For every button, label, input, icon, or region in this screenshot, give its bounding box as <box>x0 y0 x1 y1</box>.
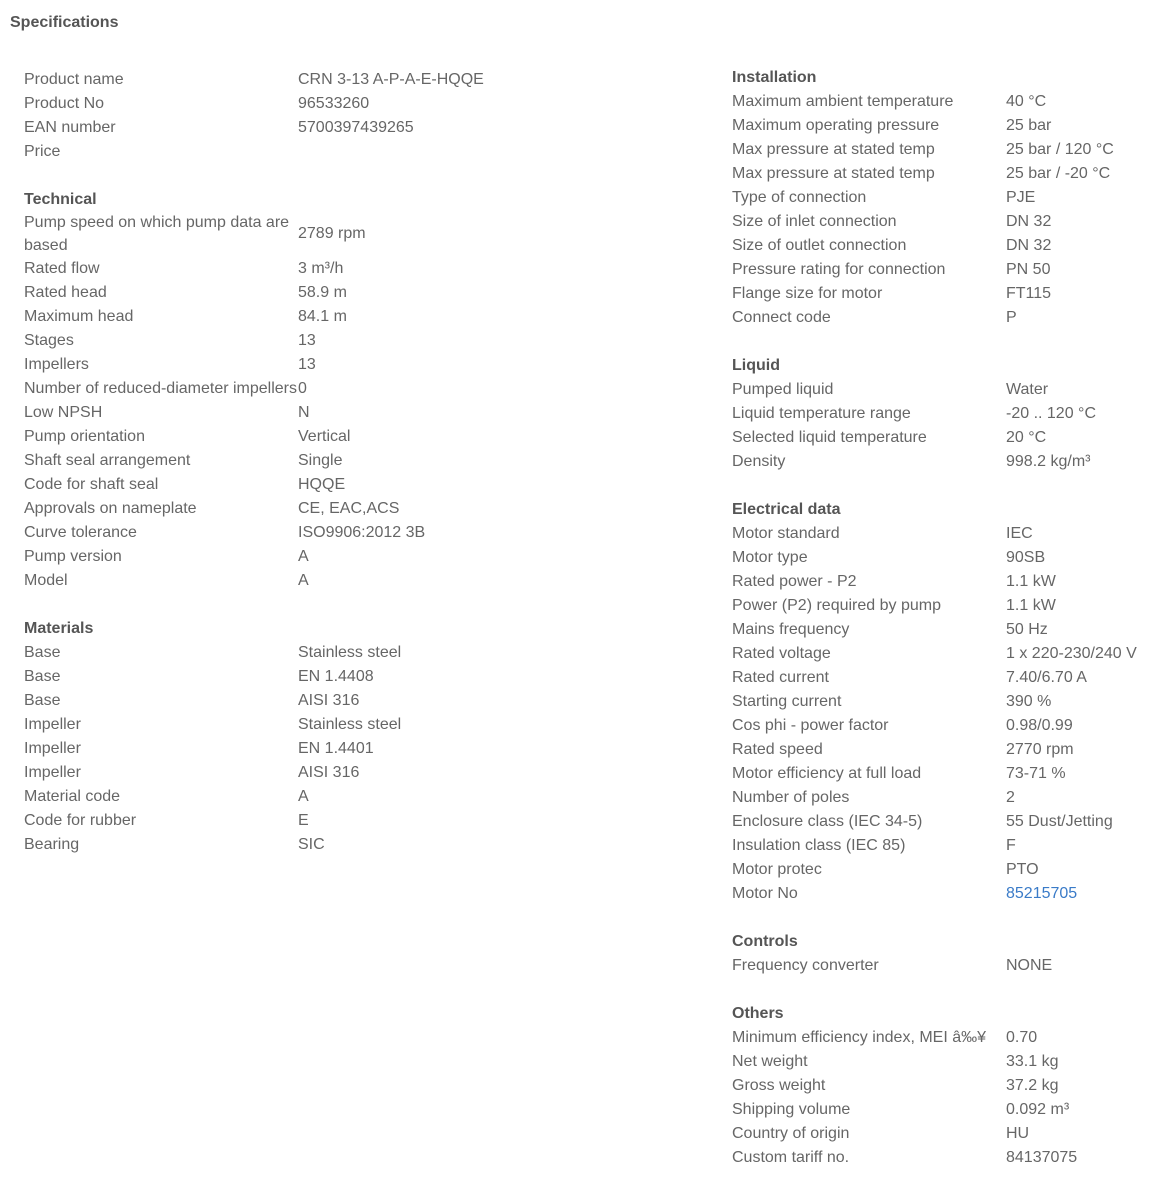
spec-label: Base <box>24 643 61 661</box>
spec-row <box>24 329 444 353</box>
spec-label: Pump speed on which pump data are based <box>24 214 290 254</box>
spec-row <box>732 90 1152 114</box>
spec-row <box>732 378 1152 402</box>
spec-value: 25 bar <box>1006 116 1052 134</box>
section-title: Materials <box>24 620 94 637</box>
spec-value: 390 % <box>1006 692 1052 710</box>
spec-row <box>24 689 444 713</box>
spec-value: 1.1 kW <box>1006 596 1056 614</box>
spec-label: Material code <box>24 787 121 805</box>
spec-label: Product No <box>24 94 105 112</box>
spec-label: Power (P2) required by pump <box>732 596 941 614</box>
spec-label: Curve tolerance <box>24 523 137 541</box>
spec-label: Pump version <box>24 547 122 565</box>
spec-row <box>732 666 1152 690</box>
spec-row <box>24 641 444 665</box>
spec-value: DN 32 <box>1006 236 1052 254</box>
spec-row <box>732 234 1152 258</box>
spec-section-general <box>24 66 484 164</box>
spec-row <box>24 473 444 497</box>
spec-row <box>24 68 484 92</box>
spec-row <box>24 377 444 401</box>
spec-label: Rated speed <box>732 740 823 758</box>
spec-value: 25 bar / 120 °C <box>1006 140 1114 158</box>
spec-row <box>732 306 1152 330</box>
spec-value: 37.2 kg <box>1006 1076 1059 1094</box>
spec-row <box>24 401 444 425</box>
spec-label: Insulation class (IEC 85) <box>732 836 906 854</box>
spec-row <box>732 114 1152 138</box>
spec-value: IEC <box>1006 524 1033 542</box>
spec-label: Motor type <box>732 548 808 566</box>
spec-value: 25 bar / -20 °C <box>1006 164 1111 182</box>
spec-label: Pump orientation <box>24 427 145 445</box>
spec-value: Stainless steel <box>298 715 402 733</box>
spec-section-controls <box>732 930 1152 978</box>
spec-value: 90SB <box>1006 548 1046 566</box>
spec-value: HU <box>1006 1124 1030 1142</box>
spec-label: Motor standard <box>732 524 840 542</box>
spec-label: Product name <box>24 70 124 88</box>
section-title: Others <box>732 1005 784 1022</box>
spec-label: Bearing <box>24 835 80 853</box>
spec-label: Motor No <box>732 884 798 902</box>
spec-row <box>24 785 444 809</box>
section-title: Liquid <box>732 357 780 374</box>
spec-row <box>732 162 1152 186</box>
spec-label: Base <box>24 691 61 709</box>
left-spec-column <box>24 66 484 881</box>
spec-value: 84.1 m <box>298 307 347 325</box>
spec-row <box>24 713 444 737</box>
spec-value: 0.98/0.99 <box>1006 716 1073 734</box>
spec-label: Stages <box>24 331 74 349</box>
spec-value: CRN 3-13 A-P-A-E-HQQE <box>298 70 484 88</box>
spec-row <box>24 569 444 593</box>
spec-value: 40 °C <box>1006 92 1047 110</box>
spec-row <box>24 665 444 689</box>
spec-row <box>732 258 1152 282</box>
spec-label: Rated flow <box>24 259 100 277</box>
spec-value: EN 1.4408 <box>298 667 374 685</box>
spec-row <box>732 786 1152 810</box>
spec-label: Country of origin <box>732 1124 850 1142</box>
spec-label: Impeller <box>24 739 81 757</box>
spec-value: 7.40/6.70 A <box>1006 668 1087 686</box>
spec-label: Minimum efficiency index, MEI â‰¥ <box>732 1028 987 1046</box>
spec-label: Maximum head <box>24 307 134 325</box>
spec-row <box>24 833 444 857</box>
spec-row <box>732 762 1152 786</box>
spec-label: Starting current <box>732 692 842 710</box>
spec-row <box>24 425 444 449</box>
spec-value: PJE <box>1006 188 1036 206</box>
spec-value: 0.70 <box>1006 1028 1038 1046</box>
spec-value: 84137075 <box>1006 1148 1078 1166</box>
spec-value: 2770 rpm <box>1006 740 1074 758</box>
spec-value: 55 Dust/Jetting <box>1006 812 1113 830</box>
spec-value: A <box>298 547 309 565</box>
spec-row <box>24 353 444 377</box>
spec-row <box>24 140 444 164</box>
spec-value: 2789 rpm <box>298 225 366 243</box>
spec-row <box>732 138 1152 162</box>
spec-value: 1.1 kW <box>1006 572 1056 590</box>
spec-row <box>732 186 1152 210</box>
spec-label: Size of inlet connection <box>732 212 897 230</box>
spec-row <box>24 497 444 521</box>
spec-value: 13 <box>298 355 316 373</box>
right-spec-column <box>732 66 1152 1194</box>
spec-value: CE, EAC,ACS <box>298 499 400 517</box>
spec-value: 96533260 <box>298 94 370 112</box>
spec-value: F <box>1006 836 1016 854</box>
spec-row <box>732 834 1152 858</box>
spec-label: Liquid temperature range <box>732 404 911 422</box>
spec-row <box>732 1074 1152 1098</box>
spec-value: FT115 <box>1006 284 1052 302</box>
spec-row <box>732 642 1152 666</box>
spec-row <box>732 858 1152 882</box>
spec-row <box>732 282 1152 306</box>
spec-value: ISO9906:2012 3B <box>298 523 426 541</box>
spec-row <box>24 737 444 761</box>
spec-row <box>732 954 1152 978</box>
spec-value: 73-71 % <box>1006 764 1066 782</box>
spec-value: 3 m³/h <box>298 259 344 277</box>
spec-label: Maximum ambient temperature <box>732 92 954 110</box>
spec-row <box>732 690 1152 714</box>
spec-row <box>732 618 1152 642</box>
section-title: Technical <box>24 191 97 208</box>
spec-label: Motor protec <box>732 860 822 878</box>
spec-value: -20 .. 120 °C <box>1006 404 1096 422</box>
spec-value: AISI 316 <box>298 691 360 709</box>
spec-row <box>24 761 444 785</box>
spec-row <box>732 882 1152 906</box>
spec-label: Shaft seal arrangement <box>24 451 191 469</box>
spec-label: Connect code <box>732 308 831 326</box>
spec-label: Type of connection <box>732 188 867 206</box>
spec-value: 2 <box>1006 788 1015 806</box>
spec-label: Rated head <box>24 283 107 301</box>
spec-value: 13 <box>298 331 316 349</box>
spec-label: Low NPSH <box>24 403 103 421</box>
spec-value: P <box>1006 308 1017 326</box>
spec-row <box>732 738 1152 762</box>
spec-row <box>24 545 444 569</box>
spec-value: 33.1 kg <box>1006 1052 1059 1070</box>
spec-label: Impeller <box>24 763 81 781</box>
spec-label: Number of reduced-diameter impellers <box>24 379 297 397</box>
spec-label: Max pressure at stated temp <box>732 140 935 158</box>
spec-row <box>24 449 444 473</box>
spec-value: Stainless steel <box>298 643 402 661</box>
spec-label: Maximum operating pressure <box>732 116 940 134</box>
spec-value: 0.092 m³ <box>1006 1100 1070 1118</box>
spec-value: Single <box>298 451 343 469</box>
spec-label: Shipping volume <box>732 1100 851 1118</box>
spec-label: Approvals on nameplate <box>24 499 197 517</box>
spec-row <box>732 570 1152 594</box>
spec-label: Cos phi - power factor <box>732 716 889 734</box>
spec-label: Density <box>732 452 786 470</box>
spec-row <box>24 305 444 329</box>
spec-row <box>732 426 1152 450</box>
spec-label: Size of outlet connection <box>732 236 907 254</box>
spec-label: Impeller <box>24 715 81 733</box>
spec-value: 998.2 kg/m³ <box>1006 452 1091 470</box>
spec-value: 50 Hz <box>1006 620 1048 638</box>
spec-label: Frequency converter <box>732 956 879 974</box>
spec-row <box>732 546 1152 570</box>
spec-value: 0 <box>298 379 307 397</box>
spec-row <box>732 1026 1152 1050</box>
spec-label: Rated current <box>732 668 829 686</box>
spec-label: Number of poles <box>732 788 850 806</box>
section-title: Controls <box>732 933 798 950</box>
spec-row <box>24 116 444 140</box>
spec-value: 1 x 220-230/240 V <box>1006 644 1137 662</box>
spec-row <box>24 521 444 545</box>
spec-label: Flange size for motor <box>732 284 883 302</box>
spec-label: Rated voltage <box>732 644 831 662</box>
spec-value: 20 °C <box>1006 428 1047 446</box>
spec-value: Vertical <box>298 427 351 445</box>
spec-row <box>732 594 1152 618</box>
spec-row <box>732 450 1152 474</box>
spec-label: Base <box>24 667 61 685</box>
spec-value: AISI 316 <box>298 763 360 781</box>
spec-value: SIC <box>298 835 325 853</box>
spec-value: A <box>298 787 309 805</box>
spec-value: DN 32 <box>1006 212 1052 230</box>
spec-label: Selected liquid temperature <box>732 428 927 446</box>
page-title: Specifications <box>10 14 119 31</box>
spec-row <box>24 281 444 305</box>
spec-value: 58.9 m <box>298 283 347 301</box>
spec-label: Mains frequency <box>732 620 850 638</box>
spec-row <box>732 810 1152 834</box>
motor-no-link[interactable]: 85215705 <box>1006 884 1078 902</box>
spec-label: Pressure rating for connection <box>732 260 946 278</box>
spec-label: Max pressure at stated temp <box>732 164 935 182</box>
spec-label: Code for shaft seal <box>24 475 159 493</box>
spec-label: Pumped liquid <box>732 380 834 398</box>
spec-section-liquid <box>732 354 1152 474</box>
spec-value: 5700397439265 <box>298 118 414 136</box>
spec-row <box>732 402 1152 426</box>
spec-label: Net weight <box>732 1052 808 1070</box>
spec-label: Impellers <box>24 355 89 373</box>
spec-row <box>732 210 1152 234</box>
spec-row <box>24 92 444 116</box>
spec-section-electrical-data <box>732 498 1152 906</box>
spec-label: Rated power - P2 <box>732 572 857 590</box>
spec-value: A <box>298 571 309 589</box>
spec-label: Custom tariff no. <box>732 1148 850 1166</box>
spec-value: NONE <box>1006 956 1053 974</box>
spec-row <box>732 1098 1152 1122</box>
spec-section-materials <box>24 617 444 857</box>
spec-value: EN 1.4401 <box>298 739 374 757</box>
spec-label: Model <box>24 571 68 589</box>
section-title: Electrical data <box>732 501 841 518</box>
spec-label: EAN number <box>24 118 116 136</box>
spec-value: PTO <box>1006 860 1039 878</box>
spec-label: Code for rubber <box>24 811 137 829</box>
spec-row <box>732 522 1152 546</box>
spec-label: Enclosure class (IEC 34-5) <box>732 812 923 830</box>
spec-row <box>732 1122 1152 1146</box>
spec-value: N <box>298 403 310 421</box>
spec-row <box>24 809 444 833</box>
spec-row <box>732 714 1152 738</box>
section-title: Installation <box>732 69 817 86</box>
spec-section-others <box>732 1002 1152 1170</box>
spec-row <box>24 257 444 281</box>
spec-label: Price <box>24 142 61 160</box>
spec-label: Motor efficiency at full load <box>732 764 922 782</box>
spec-label: Gross weight <box>732 1076 826 1094</box>
spec-row <box>732 1050 1152 1074</box>
spec-value: HQQE <box>298 475 346 493</box>
spec-row <box>732 1146 1152 1170</box>
spec-section-installation <box>732 66 1152 330</box>
spec-value: E <box>298 811 309 829</box>
spec-section-technical <box>24 188 444 593</box>
spec-value: Water <box>1006 380 1049 398</box>
spec-row <box>24 212 444 257</box>
spec-value: PN 50 <box>1006 260 1051 278</box>
